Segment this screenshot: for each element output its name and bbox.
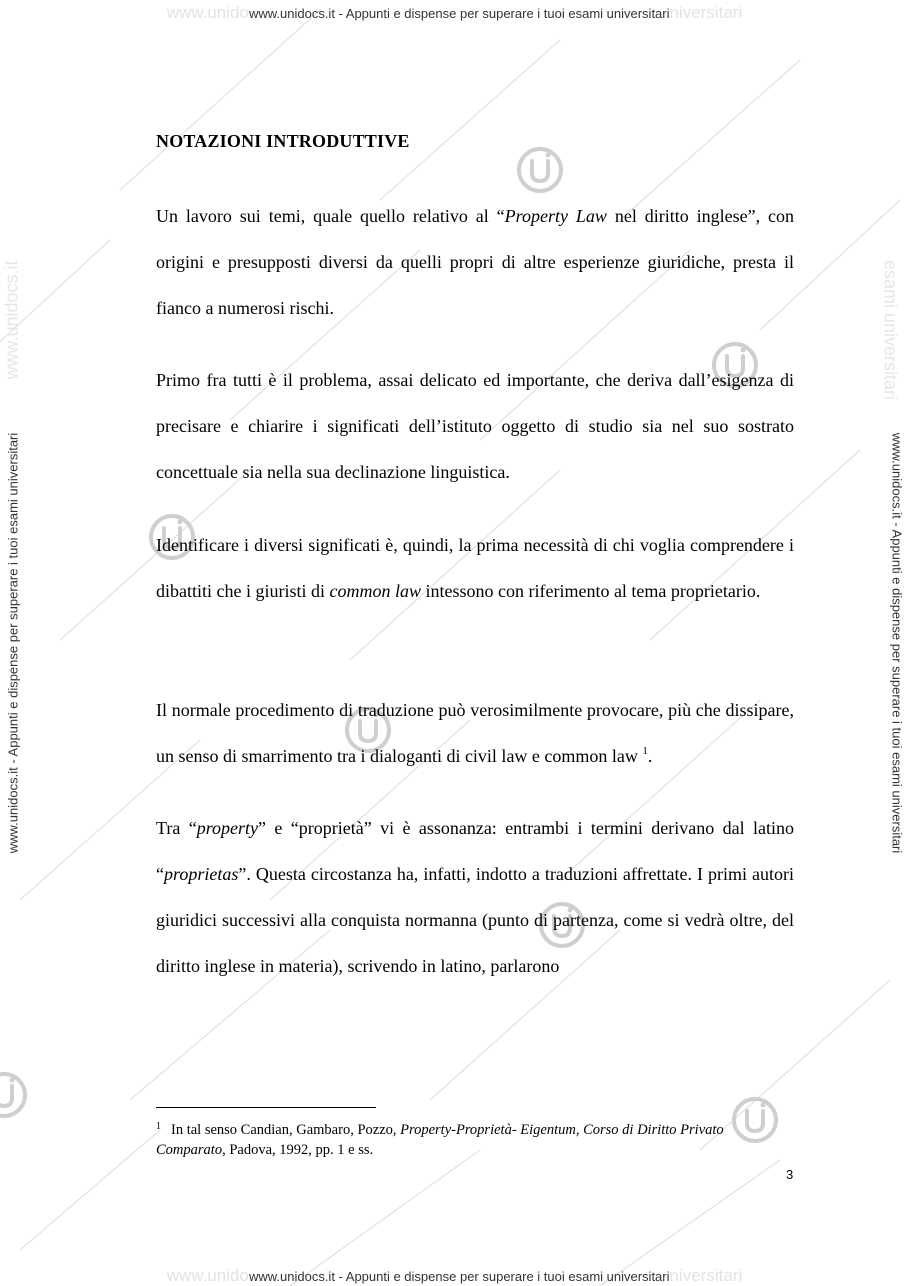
watermark-line (20, 1130, 160, 1250)
watermark-ghost-left: www.unido (166, 3, 249, 22)
italic-title: Property-Proprietà- Eigentum, Corso di Diritto Privato Comparato (156, 1122, 724, 1158)
watermark-banner-bottom (0, 1266, 909, 1286)
watermark-side-ghost-left: www.unidocs.it (1, 260, 22, 380)
footnote-mark: 1 (156, 1121, 161, 1132)
paragraph-4 (156, 687, 794, 779)
text-run: intessono con riferimento al tema proprietario. (420, 581, 761, 601)
watermark-line (120, 10, 320, 190)
footnote-reference[interactable]: 1 (642, 745, 648, 757)
text-run: Il normale procedimento di traduzione può verosimilmente provocare, più che dissipare, un senso di smarrimento tra i dialoganti di civil law e common law (156, 700, 794, 766)
text-run: , Padova, 1992, pp. 1 e ss. (222, 1142, 374, 1158)
watermark-banner-top (0, 3, 909, 23)
watermark-ghost-right: niversitari (669, 3, 743, 22)
text-run: Tra “ (156, 818, 197, 838)
watermark-banner-text: www.unidocs.it - Appunti e dispense per superare i tuoi esami universitari (248, 6, 670, 21)
text-run: Un lavoro sui temi, quale quello relativo al “ (156, 206, 505, 226)
watermark-side-right: www.unidocs.it - Appunti e dispense per superare i tuoi esami universitari (889, 432, 905, 854)
text-run: . (647, 746, 653, 766)
text-run: nel diritto inglese”, con origini e presupposti diversi da quelli propri di altre esperienze giuridiche, presta il fianco a numerosi rischi. (156, 206, 794, 318)
text-run: Identificare i diversi significati è, quindi, la prima necessità di chi voglia comprendere i dibattiti che i giuristi di (156, 535, 794, 601)
section-heading: NOTAZIONI INTRODUTTIVE (156, 131, 410, 151)
text-run: ” e “proprietà” vi è assonanza: entrambi i termini derivano dal latino “ (156, 818, 794, 884)
footnote (156, 1117, 776, 1160)
watermark-ghost-left: www.unido (166, 1266, 249, 1285)
paragraph-5 (156, 805, 794, 989)
paragraph-1 (156, 193, 794, 331)
page-number: 3 (786, 1167, 794, 1182)
watermark-side-ghost-right: esami universitari (880, 259, 901, 401)
italic-term: property (196, 818, 259, 838)
paragraph-3 (156, 522, 794, 614)
unidocs-logo-icon (519, 149, 561, 191)
footnote-separator (156, 1107, 376, 1108)
text-run: In tal senso Candian, Gambaro, Pozzo, (171, 1122, 401, 1138)
watermark-banner-text: www.unidocs.it - Appunti e dispense per superare i tuoi esami universitari (248, 1269, 670, 1284)
text-run: ”. Questa circostanza ha, infatti, indotto a traduzioni affrettate. I primi autori giuridici successivi alla conquista normanna (punto di partenza, come si vedrà oltre, del diritto inglese in materia), scrivendo in latino, parlarono (156, 864, 794, 976)
italic-term: proprietas (164, 864, 239, 884)
italic-term: common law (329, 581, 421, 601)
paragraph-2: Primo fra tutti è il problema, assai delicato ed importante, che deriva dall’esigenza di precisare e chiarire i significati dell’istituto oggetto di studio sia nel suo sostrato concettuale sia nella sua declinazione linguistica. (156, 370, 794, 482)
watermark-side-left: www.unidocs.it - Appunti e dispense per superare i tuoi esami universitari (5, 432, 21, 854)
italic-term: Property Law (504, 206, 607, 226)
watermark-ghost-right: niversitari (669, 1266, 743, 1285)
unidocs-logo-icon (0, 1074, 25, 1116)
